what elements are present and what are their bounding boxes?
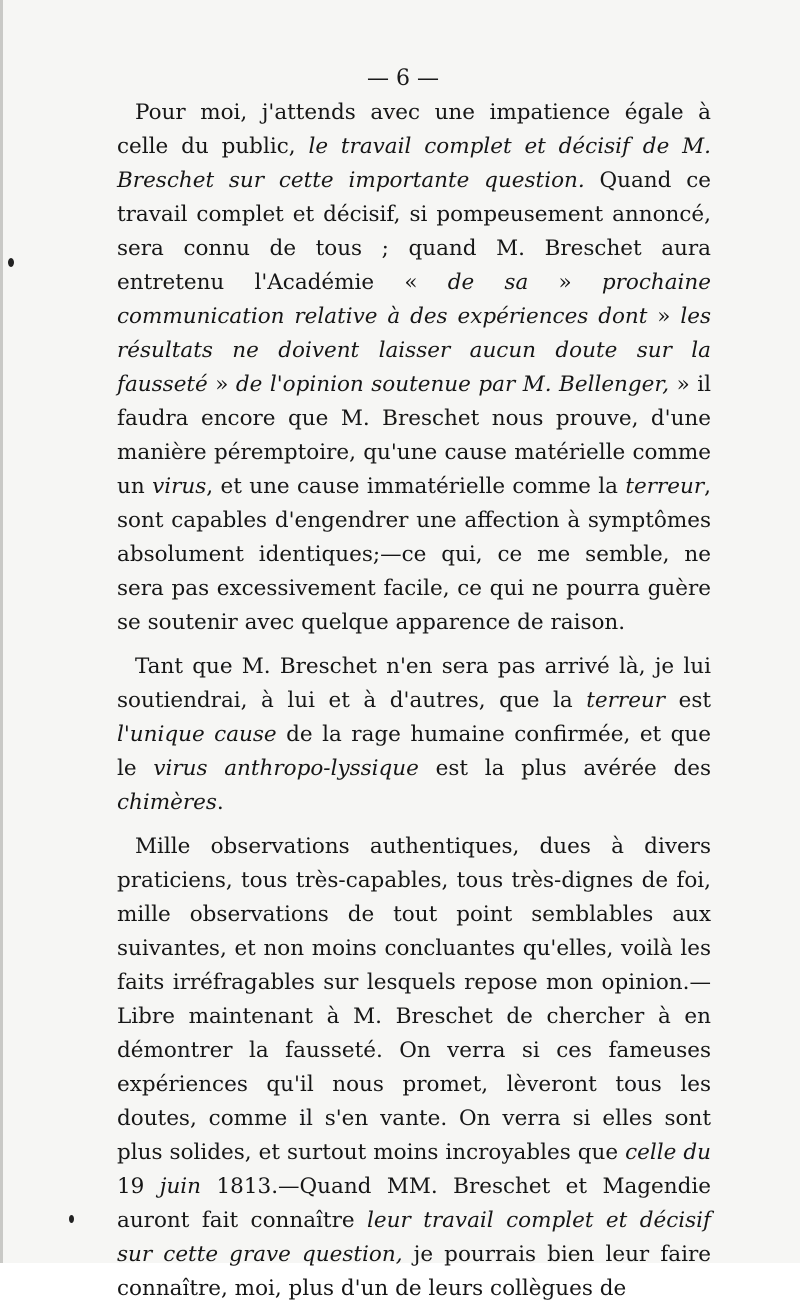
- page-number: — 6 —: [367, 66, 439, 91]
- text-run: Pour moi, j'attends avec une impatience égale à celle du public,: [117, 100, 711, 159]
- paragraph: [117, 830, 711, 1306]
- text-run: »: [207, 372, 236, 397]
- italic-text: virus: [152, 474, 207, 499]
- italic-text: de l'opinion soutenue par M. Bellenger,: [235, 372, 670, 397]
- italic-text: terreur: [586, 688, 666, 713]
- text-run: 19: [117, 1174, 160, 1199]
- italic-text: les résultats ne doivent laisser aucun doute sur la fausseté: [117, 304, 711, 397]
- body-text: [117, 96, 711, 1306]
- italic-text: celle du: [625, 1140, 711, 1165]
- ink-speck: [8, 258, 14, 267]
- italic-text: terreur: [625, 474, 705, 499]
- ink-speck: [69, 1215, 74, 1223]
- text-run: .: [216, 790, 224, 815]
- italic-text: le travail complet et décisif de M. Breschet sur cette importante question.: [117, 134, 711, 193]
- text-run: est la plus avérée des: [418, 756, 711, 781]
- text-run: , et une cause immatérielle comme la: [206, 474, 626, 499]
- text-run: » il faudra encore que M. Breschet nous prouve, d'une manière péremptoire, qu'une cause matérielle comme un: [117, 372, 712, 499]
- text-run: de la rage humaine confirmée, et que le: [117, 722, 712, 781]
- text-run: 1813.—Quand MM. Breschet et Magendie auront fait connaître: [117, 1174, 711, 1233]
- text-run: , sont capables d'engendrer une affection à symptômes absolument identiques;—ce qui, ce me semble, ne sera pas excessivement facile, ce qui ne pourra guère se soutenir avec quelque apparence de raison.: [117, 474, 711, 635]
- italic-text: virus anthropo-lyssique: [153, 756, 419, 781]
- text-run: je pourrais bien leur faire connaître, moi, plus d'un de leurs collègues de: [117, 1242, 711, 1301]
- italic-text: de sa: [447, 270, 529, 295]
- text-run: »: [647, 304, 681, 329]
- italic-text: juin: [159, 1174, 202, 1199]
- text-run: Quand ce travail complet et décisif, si pompeusement annoncé, sera connu de tous ; quand M. Breschet aura entretenu l'Académie «: [117, 168, 711, 295]
- text-run: »: [528, 270, 602, 295]
- text-run: Mille observations authentiques, dues à divers praticiens, tous très-capables, tous très-dignes de foi, mille observations de tout point semblables aux suivantes, et non moins concluantes qu'elles, voilà les faits irréfragables sur lesquels repose mon opinion.—Libre maintenant à M. Breschet de chercher à en démontrer la fausseté. On verra si ces fameuses expériences qu'il nous promet, lèveront tous les doutes, comme il s'en vante. On verra si elles sont plus solides, et surtout moins incroyables que: [117, 834, 711, 1165]
- paragraph: [117, 96, 711, 640]
- italic-text: chimères: [117, 790, 217, 815]
- text-run: Tant que M. Breschet n'en sera pas arrivé là, je lui soutiendrai, à lui et à d'autres, que la: [117, 654, 711, 713]
- italic-text: leur travail complet et décisif sur cette grave question,: [117, 1208, 712, 1267]
- paragraph: [117, 650, 711, 820]
- italic-text: l'unique cause: [117, 722, 277, 747]
- italic-text: prochaine communication relative à des expériences dont: [117, 270, 711, 329]
- text-run: est: [665, 688, 711, 713]
